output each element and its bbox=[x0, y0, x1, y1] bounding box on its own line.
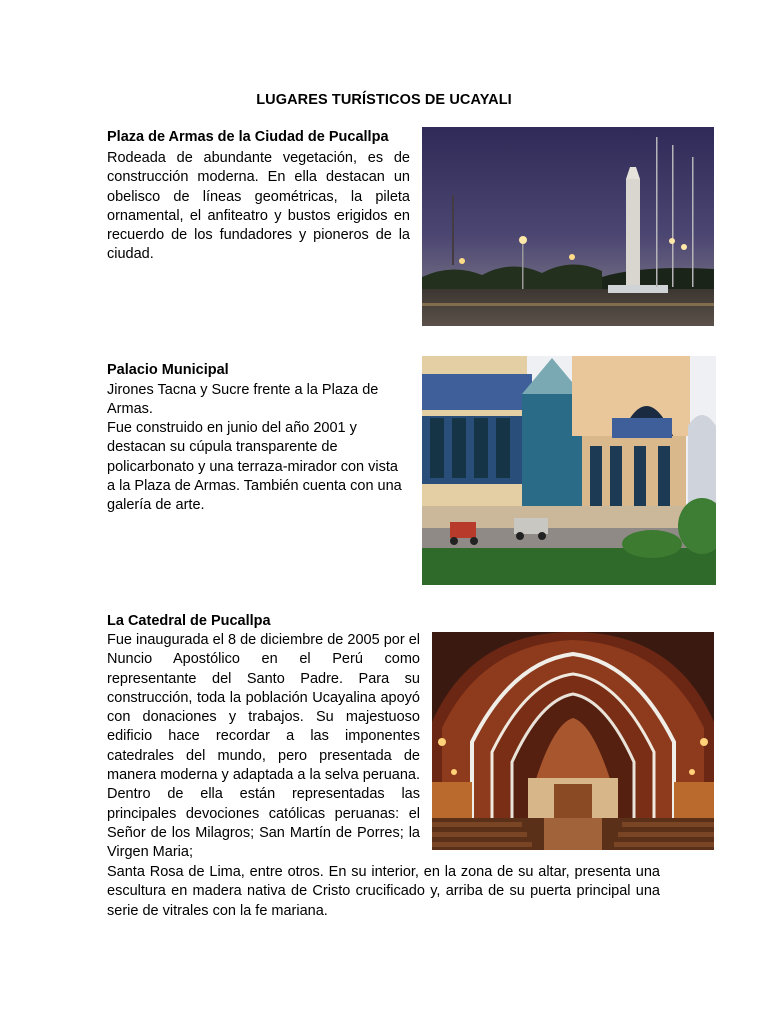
document-title: LUGARES TURÍSTICOS DE UCAYALI bbox=[256, 92, 512, 108]
section-paragraph: Fue construido en junio del año 2001 y destacan su cúpula transparente de policarbonato y una terraza-mirador con vista a la Plaza de Armas. También cuenta con una galería de arte. bbox=[107, 420, 402, 514]
section-heading: La Catedral de Pucallpa bbox=[107, 613, 271, 629]
palacio-municipal-photo bbox=[422, 356, 716, 585]
section-paragraph: Santa Rosa de Lima, entre otros. En su interior, en la zona de su altar, presenta una escultura en madera nativa de Cristo crucificado y, arriba de su puerta principal una serie de vitrales con la fe mariana. bbox=[107, 864, 660, 919]
section-paragraph: Jirones Tacna y Sucre frente a la Plaza de Armas. bbox=[107, 382, 379, 418]
section-paragraph: Rodeada de abundante vegetación, es de construcción moderna. En ella destacan un obelisco de líneas geométricas, la pileta ornamental, el anfiteatro y bustos erigidos en recuerdo de los fundadores y pioneros de la ciudad. bbox=[107, 150, 410, 263]
section-heading: Plaza de Armas de la Ciudad de Pucallpa bbox=[107, 129, 389, 145]
catedral-interior-photo bbox=[432, 632, 714, 850]
section-paragraph: Fue inaugurada el 8 de diciembre de 2005 por el Nuncio Apostólico en el Perú como representante del Santo Padre. Para su construcción, toda la población Ucayalina apoyó con donaciones y trabajos. Su majestuoso edificio hace recordar a las imponentes catedrales del mundo, pero presentada de manera moderna y adaptada a la selva peruana. Dentro de ella están representadas las principales devociones católicas peruanas: el Señor de los Milagros; San Martín de Porres; la Virgen Maria; bbox=[107, 632, 420, 861]
section-heading: Palacio Municipal bbox=[107, 362, 229, 378]
plaza-de-armas-photo bbox=[422, 127, 714, 326]
